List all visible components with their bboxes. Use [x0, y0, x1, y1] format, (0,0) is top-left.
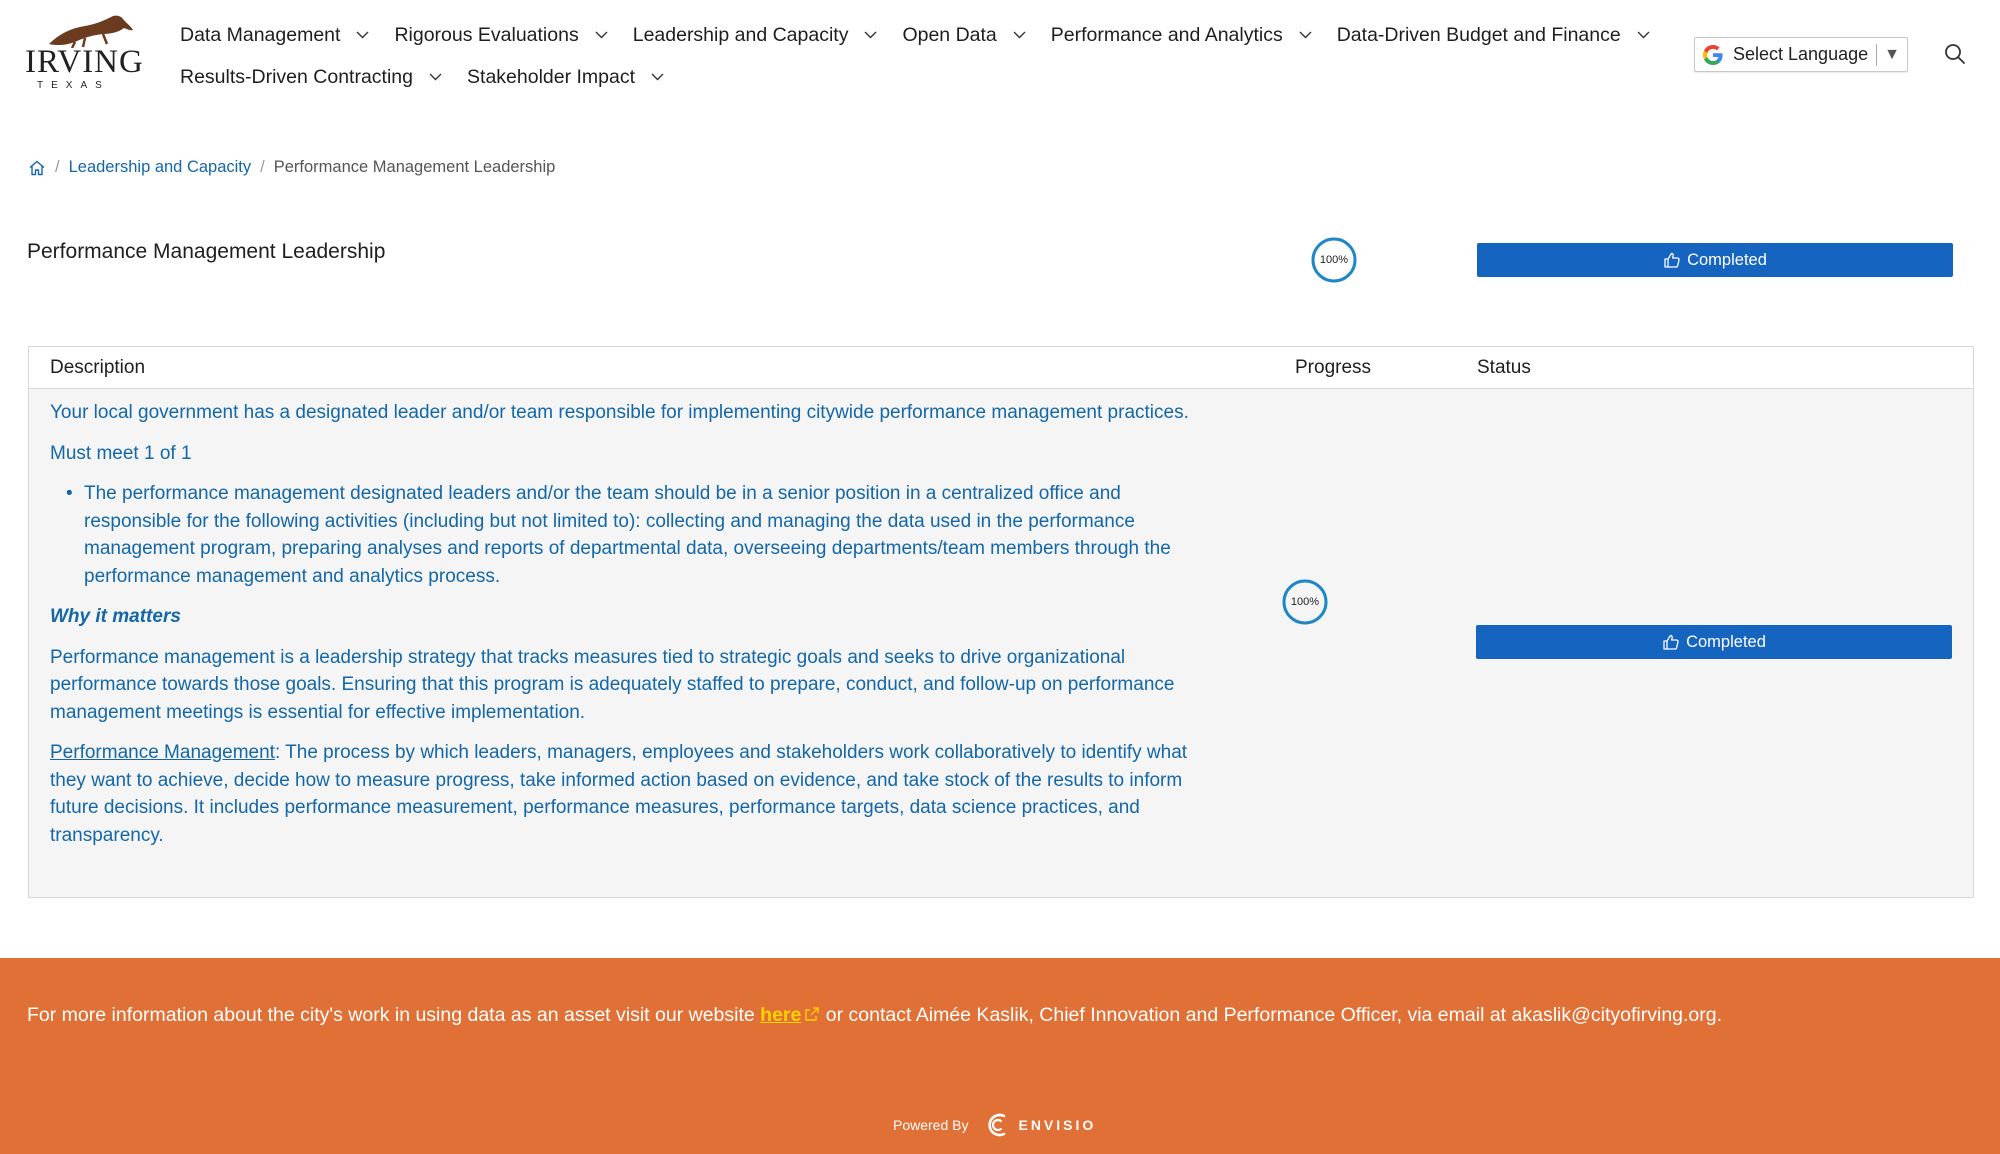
- table-row: [29, 389, 1973, 897]
- progress-percentage: 100%: [1319, 254, 1349, 266]
- powered-by-label: Powered By: [893, 1117, 969, 1133]
- criteria-bullet: • The performance management designated leaders and/or the team should be in a senior position in a centralized office and responsible for the following activities (including but not limited to): collecting and managing the data used in the performance management program, preparing analyses and reports of departmental data, overseeing departments/team members through the performance management and analytics process.: [84, 480, 1210, 590]
- logo-wordmark: IRVING: [25, 44, 144, 80]
- nav-item-stakeholder-impact[interactable]: [467, 66, 664, 89]
- footer-text-before: For more information about the city's work in using data as an asset visit our website: [27, 1004, 761, 1026]
- thumbs-up-icon: [1662, 633, 1680, 651]
- horse-logo-icon: [45, 14, 135, 48]
- thumbs-up-icon: [1663, 251, 1681, 269]
- main-navigation: [180, 14, 1650, 98]
- row-status-completed-button[interactable]: [1476, 625, 1952, 659]
- external-link-icon: [804, 1006, 820, 1022]
- header-description: Description: [50, 357, 146, 378]
- nav-item-label: Open Data: [902, 23, 997, 46]
- footer-website-link[interactable]: here: [760, 1004, 802, 1026]
- table-header: [29, 347, 1973, 389]
- breadcrumb-parent-link[interactable]: Leadership and Capacity: [68, 158, 252, 176]
- irving-logo[interactable]: [25, 14, 144, 94]
- home-icon[interactable]: [28, 159, 46, 177]
- nav-item-label: Performance and Analytics: [1050, 23, 1283, 46]
- footer-text-after: or contact Aimée Kaslik, Chief Innovation and Performance Officer, via email at akaslik@cityofirving.org.: [820, 1004, 1723, 1026]
- site-header: [0, 0, 2000, 120]
- language-label: Select Language: [1733, 44, 1869, 64]
- chevron-down-icon: [356, 31, 369, 39]
- chevron-down-icon: [1299, 31, 1312, 39]
- must-meet-label: Must meet 1 of 1: [50, 442, 192, 464]
- criteria-bullet-list: [50, 480, 1210, 590]
- nav-item-data-management[interactable]: [180, 24, 369, 47]
- breadcrumb-current: Performance Management Leadership: [273, 158, 556, 176]
- site-footer: [0, 958, 2000, 1154]
- summary-progress-ring: [1310, 236, 1358, 284]
- chevron-down-icon: [651, 73, 664, 81]
- nav-item-data-driven-budget-and-finance[interactable]: [1337, 24, 1650, 47]
- dropdown-arrow-icon: ▼: [1884, 45, 1900, 63]
- nav-item-leadership-and-capacity[interactable]: [633, 24, 878, 47]
- envisio-logo-icon: [984, 1111, 1012, 1139]
- nav-item-rigorous-evaluations[interactable]: [394, 24, 607, 47]
- nav-item-label: Results-Driven Contracting: [180, 65, 414, 88]
- nav-item-label: Rigorous Evaluations: [394, 23, 579, 46]
- nav-item-results-driven-contracting[interactable]: [180, 66, 442, 89]
- progress-percentage: 100%: [1290, 596, 1320, 608]
- definition-text: : The process by which leaders, managers, employees and stakeholders work collaboratively to identify what they want to achieve, decide how to measure progress, take informed action based on evidence, and take stock of the results to inform future decisions. It includes performance measurement, performance measures, performance targets, data science practices, and transparency.: [50, 742, 1188, 846]
- criteria-intro: Your local government has a designated leader and/or team responsible for implementing citywide performance management practices.: [50, 402, 1189, 423]
- nav-item-label: Data Management: [180, 23, 341, 46]
- nav-item-performance-and-analytics[interactable]: [1051, 24, 1312, 47]
- header-progress: Progress: [1295, 357, 1372, 378]
- nav-row-primary: [180, 14, 1650, 56]
- status-completed-button[interactable]: [1477, 243, 1953, 277]
- nav-item-label: Stakeholder Impact: [467, 65, 636, 88]
- why-it-matters-heading: Why it matters: [50, 606, 181, 627]
- search-icon[interactable]: [1944, 43, 1966, 65]
- status-label: Completed: [1687, 250, 1767, 269]
- nav-row-secondary: [180, 56, 1650, 98]
- nav-item-label: Data-Driven Budget and Finance: [1336, 23, 1621, 46]
- definition-term-link[interactable]: Performance Management: [50, 742, 275, 763]
- logo-subtitle: TEXAS: [37, 80, 110, 91]
- chevron-down-icon: [595, 31, 608, 39]
- chevron-down-icon: [1013, 31, 1026, 39]
- chevron-down-icon: [864, 31, 877, 39]
- chevron-down-icon: [429, 73, 442, 81]
- status-label: Completed: [1686, 632, 1766, 651]
- powered-by[interactable]: [893, 1111, 1096, 1139]
- chevron-down-icon: [1637, 31, 1650, 39]
- definition-paragraph: [50, 739, 1210, 849]
- breadcrumb: [28, 158, 555, 177]
- envisio-wordmark: ENVISIO: [1018, 1117, 1097, 1133]
- language-divider: [1876, 44, 1877, 66]
- criteria-table: [28, 346, 1974, 898]
- breadcrumb-separator: /: [55, 158, 60, 176]
- why-it-matters-text: Performance management is a leadership strategy that tracks measures tied to strategic goals and seeks to drive organizational performance towards those goals. Ensuring that this program is adequately staffed to prepare, conduct, and follow-up on performance management meetings is essential for effective implementation.: [50, 646, 1175, 723]
- footer-contact-text: [27, 1004, 1722, 1027]
- header-status: Status: [1477, 357, 1531, 378]
- row-description: [50, 399, 1210, 862]
- row-progress-ring: [1281, 578, 1329, 626]
- language-selector[interactable]: [1694, 37, 1908, 72]
- breadcrumb-separator: /: [260, 158, 265, 176]
- google-g-icon: [1701, 43, 1725, 67]
- nav-item-open-data[interactable]: [902, 24, 1025, 47]
- page-title: Performance Management Leadership: [27, 240, 386, 263]
- nav-item-label: Leadership and Capacity: [632, 23, 849, 46]
